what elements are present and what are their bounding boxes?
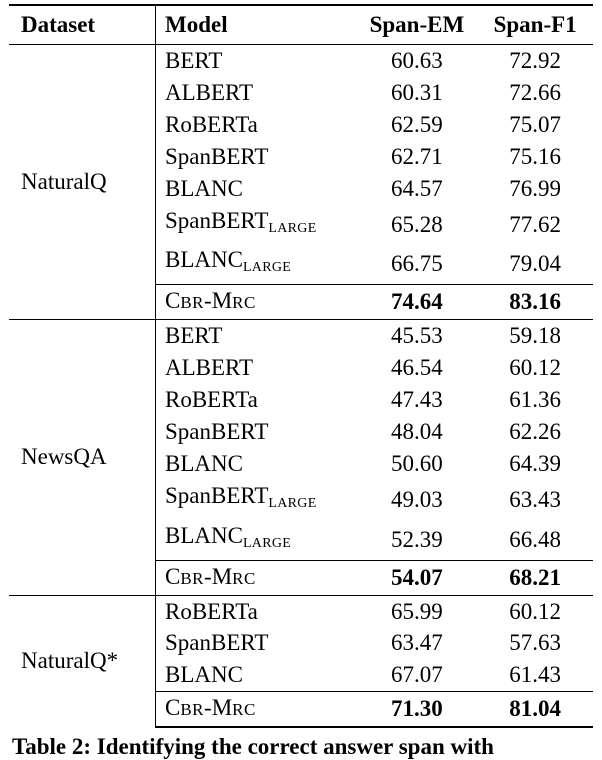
model-name — [156, 77, 357, 109]
span-f1-value-ours: 83.16 — [477, 285, 593, 320]
span-f1-value: 64.39 — [509, 450, 561, 476]
span-em-value: 49.03 — [391, 486, 443, 512]
model-name — [156, 384, 357, 416]
header-span-em: Span-EM — [357, 5, 478, 45]
span-f1-value: 75.16 — [509, 143, 561, 169]
dataset-label: NaturalQ* — [9, 595, 156, 727]
ours-name-part: RC — [232, 700, 256, 720]
span-f1-value: 72.66 — [509, 79, 561, 105]
ours-name-part: C — [165, 695, 181, 721]
model-name-text: BLANC — [165, 522, 243, 548]
model-name — [156, 205, 357, 245]
model-name — [156, 627, 357, 659]
span-em-value-ours: 54.07 — [357, 560, 478, 595]
model-name-text: SpanBERT — [165, 630, 269, 656]
span-f1-value: 57.63 — [509, 630, 561, 656]
header-row — [9, 5, 593, 45]
model-name — [156, 595, 357, 627]
model-name-text: BLANC — [165, 662, 243, 688]
model-name — [156, 141, 357, 173]
span-em-value-ours: 71.30 — [357, 692, 478, 727]
model-name-text: ALBERT — [165, 79, 254, 105]
span-f1-value: 59.18 — [477, 320, 593, 352]
dataset-label: NewsQA — [9, 320, 156, 595]
span-f1-value: 60.12 — [509, 355, 561, 381]
table-row — [9, 45, 593, 77]
span-f1-value: 62.26 — [509, 418, 561, 444]
table-row — [9, 320, 593, 352]
ours-name-part: C — [165, 563, 181, 589]
model-name — [156, 448, 357, 480]
model-name-text: SpanBERT — [165, 207, 269, 233]
span-em-value: 45.53 — [357, 320, 478, 352]
model-name-text: BLANC — [165, 247, 243, 273]
span-f1-value: 61.43 — [509, 662, 561, 688]
span-f1-value: 76.99 — [509, 175, 561, 201]
dataset-label: NaturalQ — [9, 45, 156, 320]
model-name-text: ALBERT — [165, 355, 254, 381]
table-row — [9, 595, 593, 627]
span-f1-value: 61.36 — [509, 387, 561, 413]
ours-name-part: C — [165, 288, 181, 314]
span-em-value: 63.47 — [391, 630, 443, 656]
span-em-value: 67.07 — [391, 662, 443, 688]
results-table — [9, 4, 593, 728]
model-name — [156, 352, 357, 384]
span-em-value: 46.54 — [391, 355, 443, 381]
span-f1-value: 60.12 — [477, 595, 593, 627]
model-name-text: SpanBERT — [165, 418, 269, 444]
model-name-ours — [156, 285, 357, 320]
span-f1-value-ours: 81.04 — [477, 692, 593, 727]
header-model: Model — [156, 5, 357, 45]
model-name — [156, 520, 357, 560]
model-name-text: SpanBERT — [165, 482, 269, 508]
ours-name-part: BR — [180, 700, 205, 720]
table-caption: Table 2: Identifying the correct answer span with — [12, 734, 494, 759]
model-name-text: BLANC — [165, 450, 243, 476]
span-f1-value: 77.62 — [509, 211, 561, 237]
table-body — [9, 45, 593, 728]
span-f1-value: 75.07 — [509, 111, 561, 137]
ours-name-part: M — [211, 288, 233, 314]
ours-name-part: - — [204, 288, 212, 314]
model-name — [156, 244, 357, 284]
span-f1-value: 72.92 — [509, 48, 561, 73]
header-span-f1: Span-F1 — [477, 5, 593, 45]
model-name — [156, 320, 357, 352]
model-size-subscript: LARGE — [268, 495, 317, 511]
span-f1-value: 66.48 — [509, 526, 561, 552]
span-em-value-ours: 74.64 — [357, 285, 478, 320]
model-name-ours — [156, 560, 357, 595]
model-name-text: RoBERTa — [165, 387, 258, 413]
model-name — [156, 416, 357, 448]
ours-name-part: - — [204, 695, 212, 721]
span-f1-value: 79.04 — [509, 251, 561, 277]
ours-name-part: RC — [232, 293, 256, 313]
span-em-value: 60.63 — [391, 48, 443, 73]
span-em-value: 62.59 — [391, 111, 443, 137]
span-em-value: 66.75 — [391, 251, 443, 277]
model-size-subscript: LARGE — [268, 220, 317, 236]
ours-name-part: M — [211, 563, 233, 589]
model-name-text: BERT — [165, 48, 223, 73]
span-em-value: 60.31 — [391, 79, 443, 105]
model-name-text: SpanBERT — [165, 143, 269, 169]
model-name-text: BLANC — [165, 175, 243, 201]
model-name-ours — [156, 692, 357, 727]
ours-name-part: RC — [232, 568, 256, 588]
model-name — [156, 45, 357, 77]
ours-name-part: M — [211, 695, 233, 721]
ours-name-part: BR — [180, 568, 205, 588]
ours-name-part: BR — [180, 293, 205, 313]
model-name-text: BERT — [165, 323, 223, 349]
span-em-value: 65.28 — [391, 211, 443, 237]
model-name — [156, 480, 357, 520]
span-f1-value: 63.43 — [509, 486, 561, 512]
ours-name-part: - — [204, 563, 212, 589]
span-f1-value-ours: 68.21 — [477, 560, 593, 595]
span-em-value: 47.43 — [391, 387, 443, 413]
span-em-value: 62.71 — [391, 143, 443, 169]
model-name — [156, 109, 357, 141]
header-dataset: Dataset — [9, 5, 156, 45]
span-em-value: 48.04 — [391, 418, 443, 444]
span-em-value: 64.57 — [391, 175, 443, 201]
model-name — [156, 173, 357, 205]
model-size-subscript: LARGE — [242, 535, 292, 551]
model-name-text: RoBERTa — [165, 598, 258, 624]
span-em-value: 65.99 — [357, 595, 478, 627]
model-name-text: RoBERTa — [165, 111, 258, 137]
span-em-value: 52.39 — [391, 526, 443, 552]
model-size-subscript: LARGE — [242, 260, 292, 276]
model-name — [156, 659, 357, 691]
span-em-value: 50.60 — [391, 450, 443, 476]
